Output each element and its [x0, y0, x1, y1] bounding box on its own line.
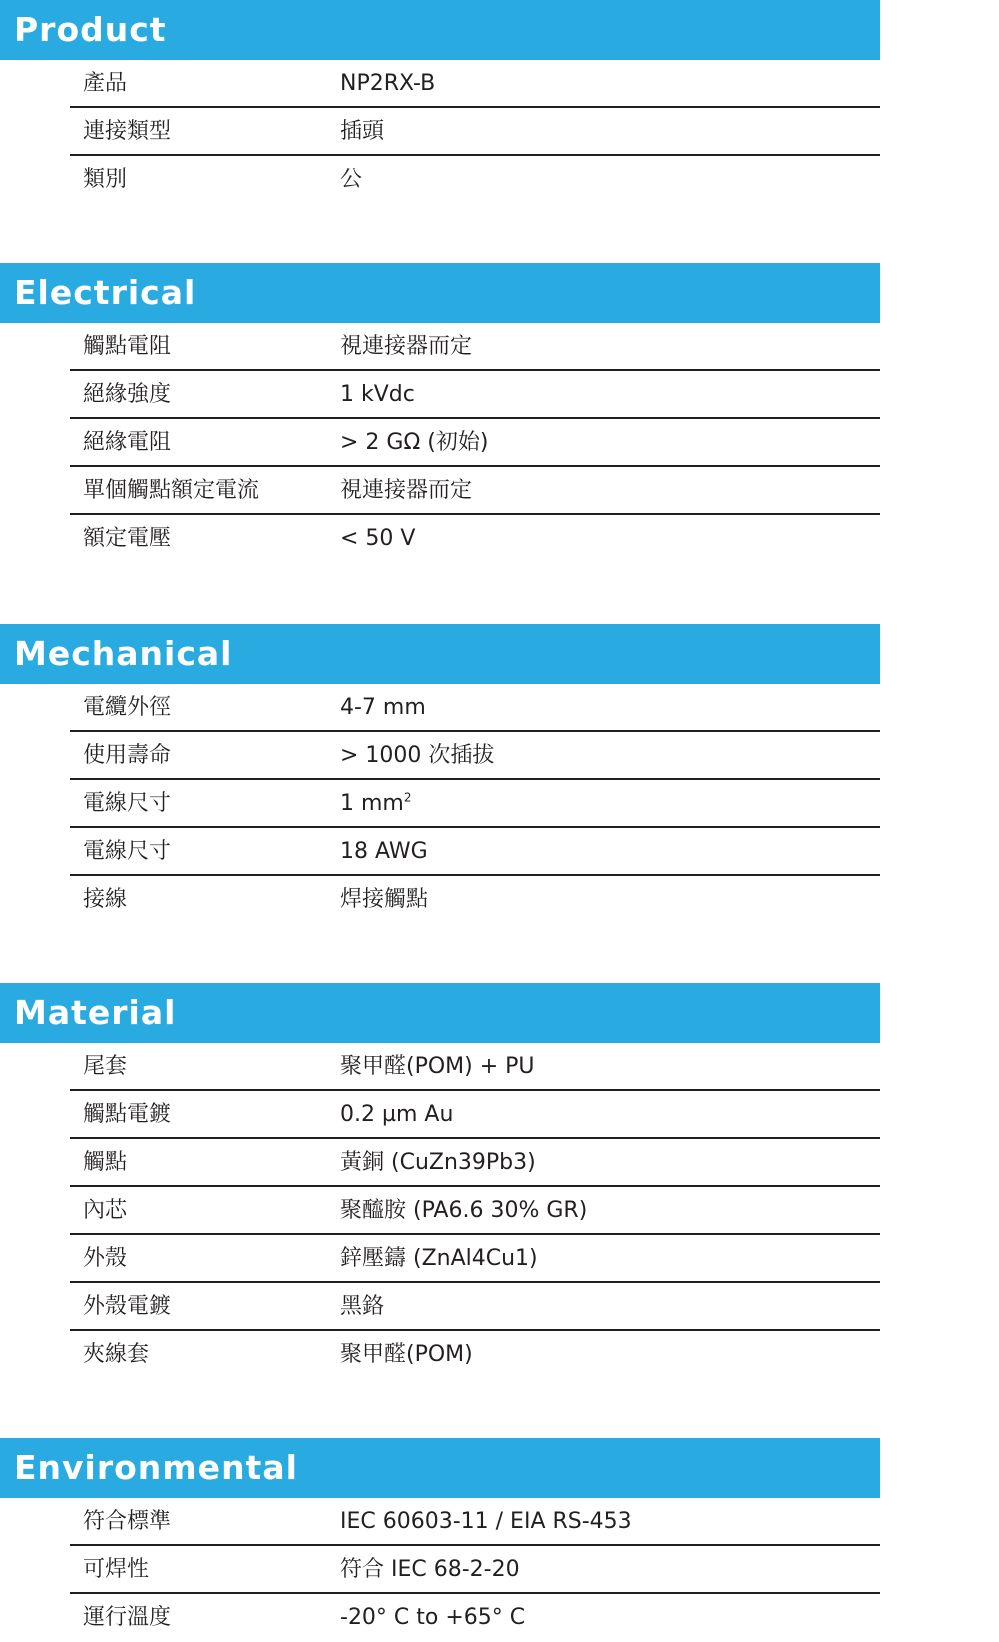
spec-row: [70, 515, 880, 563]
spec-value: 4-7 mm: [340, 695, 426, 720]
section-header: Material: [0, 983, 880, 1043]
spec-label: 絕緣強度: [83, 382, 172, 407]
section-material: [0, 983, 999, 1379]
spec-value: < 50 V: [340, 526, 416, 551]
superscript: 2: [403, 790, 412, 805]
spec-row: [70, 780, 880, 828]
spec-label: 額定電壓: [83, 526, 172, 551]
spec-value: 視連接器而定: [340, 334, 473, 359]
spec-label: 符合標準: [83, 1509, 172, 1534]
spec-label: 單個觸點額定電流: [83, 478, 260, 503]
spec-label: 電線尺寸: [83, 791, 172, 816]
spec-row: [70, 1091, 880, 1139]
spec-value: IEC 60603-11 / EIA RS-453: [340, 1509, 632, 1534]
spec-label: 使用壽命: [83, 743, 172, 768]
spec-value: > 2 GΩ (初始): [340, 430, 489, 455]
spec-value: 插頭: [340, 119, 385, 144]
spec-value: 鋅壓鑄 (ZnAl4Cu1): [340, 1246, 538, 1271]
spec-row: [70, 1235, 880, 1283]
spec-label: 外殼電鍍: [83, 1294, 172, 1319]
spec-row: [70, 108, 880, 156]
spec-label: 連接類型: [83, 119, 172, 144]
spec-label: 觸點: [83, 1150, 128, 1175]
spec-rows: [70, 1498, 880, 1642]
spec-row: [70, 60, 880, 108]
spec-label: 運行溫度: [83, 1605, 172, 1630]
spec-value: 視連接器而定: [340, 478, 473, 503]
spec-value: 聚甲醛(POM): [340, 1342, 473, 1367]
spec-value: 1 kVdc: [340, 382, 415, 407]
spec-rows: [70, 1043, 880, 1379]
spec-value: 公: [340, 167, 363, 192]
spec-row: [70, 1283, 880, 1331]
spec-row: [70, 1546, 880, 1594]
spec-label: 電纜外徑: [83, 695, 172, 720]
spec-value: 聚甲醛(POM) + PU: [340, 1054, 535, 1079]
spec-value: 18 AWG: [340, 839, 428, 864]
section-header: Environmental: [0, 1438, 880, 1498]
spec-row: [70, 467, 880, 515]
spec-label: 產品: [83, 71, 128, 96]
spec-row: [70, 1043, 880, 1091]
spec-value: 符合 IEC 68-2-20: [340, 1557, 520, 1582]
spec-rows: [70, 60, 880, 204]
spec-rows: [70, 684, 880, 924]
spec-label: 外殼: [83, 1246, 128, 1271]
spec-label: 內芯: [83, 1198, 128, 1223]
spec-value: 黑鉻: [340, 1294, 385, 1319]
spec-row: [70, 876, 880, 924]
spec-row: [70, 1187, 880, 1235]
spec-label: 絕緣電阻: [83, 430, 172, 455]
spec-row: [70, 828, 880, 876]
spec-row: [70, 371, 880, 419]
section-header: Electrical: [0, 263, 880, 323]
spec-label: 接線: [83, 887, 128, 912]
spec-value: [340, 780, 412, 828]
section-electrical: [0, 263, 999, 563]
spec-label: 電線尺寸: [83, 839, 172, 864]
spec-value: 聚醯胺 (PA6.6 30% GR): [340, 1198, 588, 1223]
spec-value: NP2RX-B: [340, 71, 436, 96]
spec-value: 0.2 µm Au: [340, 1102, 454, 1127]
section-header: Mechanical: [0, 624, 880, 684]
spec-label: 夾線套: [83, 1342, 150, 1367]
spec-row: [70, 419, 880, 467]
spec-value: -20° C to +65° C: [340, 1605, 526, 1630]
spec-label: 類別: [83, 167, 128, 192]
spec-row: [70, 1331, 880, 1379]
spec-value: 黃銅 (CuZn39Pb3): [340, 1150, 536, 1175]
spec-value-text: 1 mm: [340, 791, 404, 816]
spec-label: 可焊性: [83, 1557, 150, 1582]
spec-row: [70, 1139, 880, 1187]
spec-label: 觸點電鍍: [83, 1102, 172, 1127]
spec-row: [70, 323, 880, 371]
spec-row: [70, 1498, 880, 1546]
section-mechanical: [0, 624, 999, 924]
spec-row: [70, 1594, 880, 1642]
spec-label: 尾套: [83, 1054, 128, 1079]
section-header: Product: [0, 0, 880, 60]
section-product: [0, 0, 999, 204]
spec-label: 觸點電阻: [83, 334, 172, 359]
spec-row: [70, 732, 880, 780]
spec-rows: [70, 323, 880, 563]
spec-value: > 1000 次插拔: [340, 743, 495, 768]
spec-row: [70, 156, 880, 204]
spec-row: [70, 684, 880, 732]
spec-value: 焊接觸點: [340, 887, 429, 912]
section-environmental: [0, 1438, 999, 1642]
